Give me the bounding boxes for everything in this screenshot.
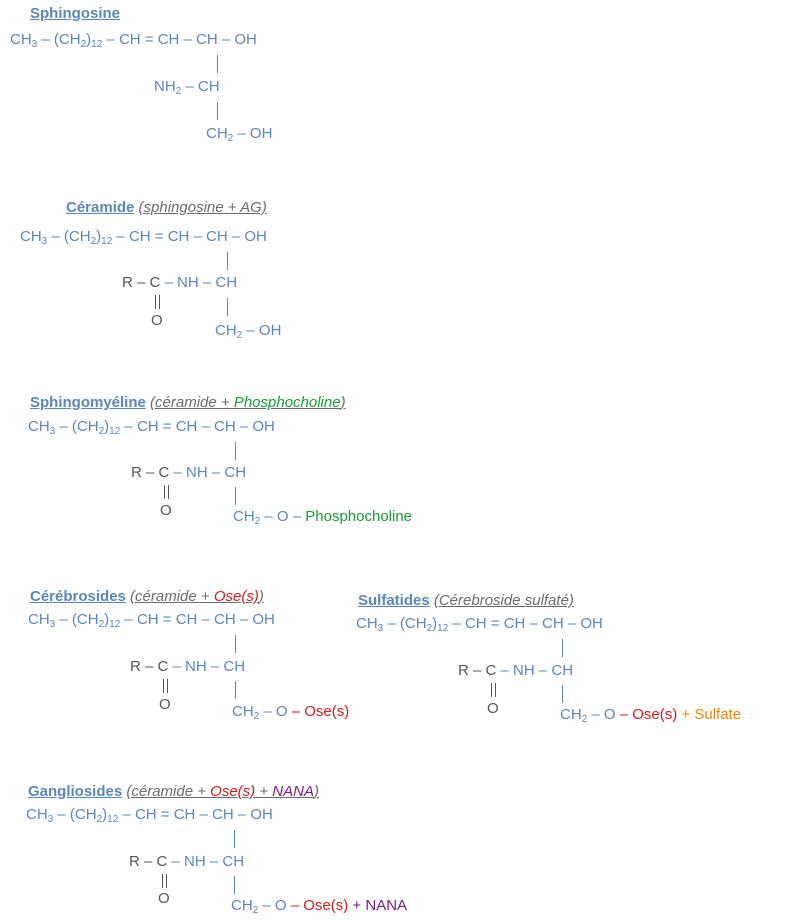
sulfatides-amide-group: R – C – NH – CH [458, 662, 574, 679]
ceramide-oxygen: O [151, 312, 163, 329]
ceramide-heading [66, 199, 267, 217]
sphingomyeline-double-bond-b [168, 485, 169, 499]
sulfatides-double-bond-a [491, 683, 492, 697]
gangliosides-description: (céramide + Ose(s) + NANA) [126, 783, 319, 800]
sphingomyeline-main-chain: $CH_3 - (CH_2)_{12}$ – CH = CH – CH – OH [28, 418, 275, 437]
ceramide-bond-2 [227, 298, 228, 316]
sphingomyeline-phosphocholine-group: $CH_2$ – O – Phosphocholine [233, 508, 413, 527]
sphingomyeline-description: (céramide + Phosphocholine) [150, 394, 346, 411]
cerebrosides-heading [30, 588, 264, 606]
sulfatides-oxygen: O [487, 700, 499, 717]
sphingosine-nh2-group: $NH_2$ – CH [154, 78, 220, 97]
gangliosides-bond-1 [234, 830, 235, 848]
sphingomyeline-heading [30, 394, 346, 412]
sulfatides-bond-2 [562, 685, 563, 703]
gangliosides-amide-group: R – C – NH – CH [129, 853, 245, 870]
sphingomyeline-amide-group: R – C – NH – CH [131, 464, 247, 481]
ceramide-title: Céramide [66, 199, 135, 216]
ceramide-main-chain: $CH_3 - (CH_2)_{12}$ – CH = CH – CH – OH [20, 228, 267, 247]
sulfatides-title: Sulfatides [358, 592, 430, 609]
gangliosides-ose-nana-group: $CH_2$ – O – Ose(s) + NANA [231, 897, 408, 916]
gangliosides-double-bond-a [162, 874, 163, 888]
ceramide-bond-1 [227, 252, 228, 270]
sulfatides-heading [358, 592, 574, 610]
sulfatides-ose-sulfate-group: $CH_2$ – O – Ose(s) + Sulfate [560, 706, 742, 725]
sphingomyeline-double-bond-a [164, 485, 165, 499]
gangliosides-main-chain: $CH_3 - (CH_2)_{12}$ – CH = CH – CH – OH [26, 806, 273, 825]
ceramide-double-bond-a [155, 295, 156, 309]
ceramide-description: (sphingosine + AG) [138, 199, 267, 216]
cerebrosides-title: Cérébrosides [30, 588, 126, 605]
sulfatides-bond-1 [562, 639, 563, 657]
cerebrosides-main-chain: $CH_3 - (CH_2)_{12}$ – CH = CH – CH – OH [28, 611, 275, 630]
gangliosides-oxygen: O [158, 890, 170, 907]
sphingosine-title: Sphingosine [30, 5, 120, 22]
sphingosine-bond-1 [217, 55, 218, 73]
sphingosine-ch2oh-group: $CH_2$ – OH [206, 125, 273, 144]
cerebrosides-ose-group: $CH_2$ – O – Ose(s) [232, 703, 350, 722]
ceramide-amide-group: R – C – NH – CH [122, 274, 238, 291]
sulfatides-description: (Cérebroside sulfaté) [433, 592, 574, 609]
sphingomyeline-bond-2 [235, 487, 236, 505]
cerebrosides-bond-1 [235, 635, 236, 653]
sulfatides-double-bond-b [495, 683, 496, 697]
sphingomyeline-title: Sphingomyéline [30, 394, 146, 411]
cerebrosides-double-bond-a [163, 679, 164, 693]
cerebrosides-description: (céramide + Ose(s)) [130, 588, 264, 605]
gangliosides-bond-2 [234, 876, 235, 894]
gangliosides-title: Gangliosides [28, 783, 123, 800]
gangliosides-heading [28, 783, 319, 801]
sulfatides-main-chain: $CH_3 - (CH_2)_{12}$ – CH = CH – CH – OH [356, 615, 603, 634]
cerebrosides-amide-group: R – C – NH – CH [130, 658, 246, 675]
sphingomyeline-bond-1 [235, 442, 236, 460]
sphingomyeline-oxygen: O [160, 502, 172, 519]
sphingosine-main-chain: $CH_3 - (CH_2)_{12}$ – CH = CH – CH – OH [10, 31, 257, 50]
cerebrosides-bond-2 [235, 681, 236, 699]
cerebrosides-oxygen: O [159, 696, 171, 713]
sphingosine-bond-2 [217, 102, 218, 120]
ceramide-ch2oh-group: $CH_2$ – OH [215, 322, 282, 341]
gangliosides-double-bond-b [166, 874, 167, 888]
ceramide-double-bond-b [159, 295, 160, 309]
cerebrosides-double-bond-b [167, 679, 168, 693]
